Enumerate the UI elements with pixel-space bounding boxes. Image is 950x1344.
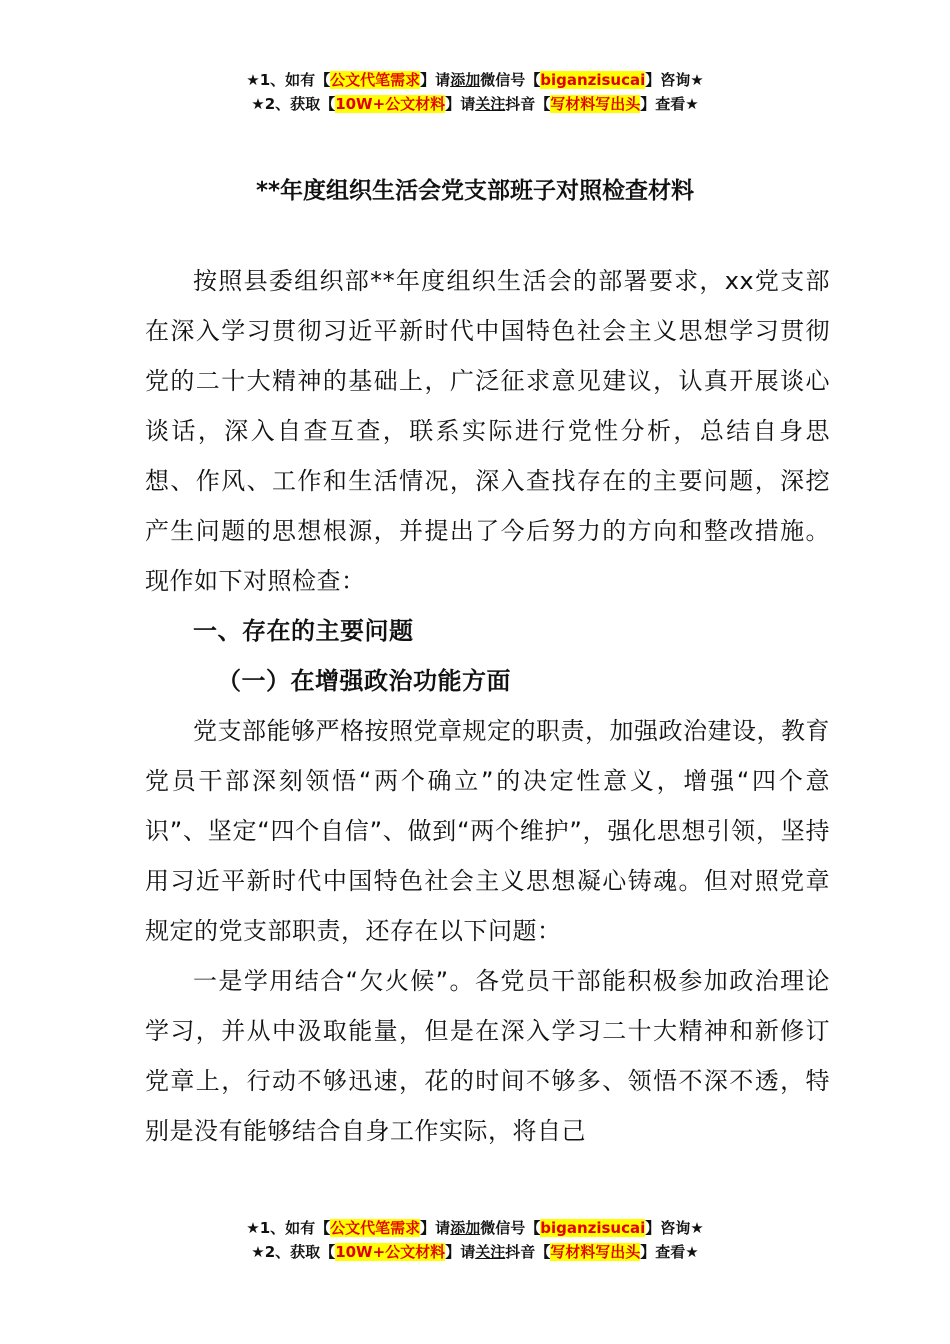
body-paragraph: 一是学用结合“欠火候”。各党员干部能积极参加政治理论学习，并从中汲取能量，但是在深入学习二十大精神和新修订党章上，行动不够迅速，花的时间不够多、领悟不深不透，特别是没有能够结合自身工作实际，将自己 xyxy=(145,967,830,1145)
highlight-service: 公文代笔需求 xyxy=(330,71,421,89)
footer-banner xyxy=(0,1216,950,1264)
banner-line-2: ★2、获取【10W+公文材料】请关注抖音【写材料写出头】查看★ xyxy=(251,95,699,113)
highlight-materials: 10W+公文材料 xyxy=(335,95,446,113)
document-body xyxy=(145,256,830,1156)
highlight-wechat-id: biganzisucai xyxy=(540,1219,646,1237)
header-banner xyxy=(0,68,950,116)
section-heading: 一、存在的主要问题 xyxy=(193,617,414,645)
highlight-douyin: 写材料写出头 xyxy=(550,1243,641,1261)
intro-paragraph: 按照县委组织部**年度组织生活会的部署要求，xx党支部在深入学习贯彻习近平新时代中国特色社会主义思想学习贯彻党的二十大精神的基础上，广泛征求意见建议，认真开展谈心谈话，深入自查互查，联系实际进行党性分析，总结自身思想、作风、工作和生活情况，深入查找存在的主要问题，深挖产生问题的思想根源，并提出了今后努力的方向和整改措施。现作如下对照检查： xyxy=(145,267,830,595)
banner-line-2: ★2、获取【10W+公文材料】请关注抖音【写材料写出头】查看★ xyxy=(251,1243,699,1261)
highlight-wechat-id: biganzisucai xyxy=(540,71,646,89)
highlight-materials: 10W+公文材料 xyxy=(335,1243,446,1261)
body-paragraph: 党支部能够严格按照党章规定的职责，加强政治建设，教育党员干部深刻领悟“两个确立”的决定性意义，增强“四个意识”、坚定“四个自信”、做到“两个维护”，强化思想引领，坚持用习近平新时代中国特色社会主义思想凝心铸魂。但对照党章规定的党支部职责，还存在以下问题： xyxy=(145,717,830,945)
document-title: **年度组织生活会党支部班子对照检查材料 xyxy=(255,178,695,204)
highlight-douyin: 写材料写出头 xyxy=(550,95,641,113)
banner-line-1: ★1、如有【公文代笔需求】请添加微信号【biganzisucai】咨询★ xyxy=(246,71,704,89)
highlight-service: 公文代笔需求 xyxy=(330,1219,421,1237)
banner-line-1: ★1、如有【公文代笔需求】请添加微信号【biganzisucai】咨询★ xyxy=(246,1219,704,1237)
subsection-heading: （一）在增强政治功能方面 xyxy=(217,667,511,695)
